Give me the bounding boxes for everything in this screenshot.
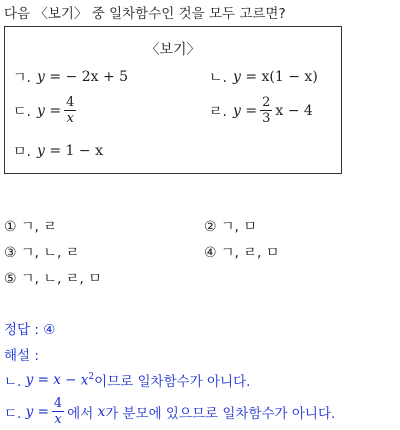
explanation-line-2-prefix: ㄷ.	[4, 405, 22, 422]
fraction-numerator: 4	[53, 396, 63, 411]
bogi-item-e: ㅁ. y = 1 − x	[13, 143, 103, 160]
choice-2[interactable]: ② ㄱ, ㅁ	[204, 219, 257, 235]
fraction-denominator: 3	[262, 111, 271, 126]
bogi-item-b-label: ㄴ.	[209, 70, 227, 86]
choice-3[interactable]: ③ ㄱ, ㄴ, ㄹ	[4, 245, 80, 261]
explanation-line-2-tail2: 가 분모에 있으므로 일차함수가 아니다.	[105, 405, 336, 422]
bogi-item-e-label: ㅁ.	[13, 144, 31, 160]
bogi-item-e-eq: = 1 − x	[49, 143, 103, 159]
bogi-item-d-fraction	[260, 95, 272, 126]
explanation-line-1-prefix: ㄴ.	[4, 374, 22, 390]
bogi-item-c-label: ㄷ.	[13, 103, 31, 120]
bogi-item-d-label: ㄹ.	[209, 103, 227, 120]
explanation-line-2: ㄷ. y = $\frac{4}{x}$ 에서 x 가 분모에 있으므로 일차함수가 아니다.	[4, 396, 336, 427]
bogi-box	[4, 26, 342, 174]
fraction-denominator: x	[66, 111, 74, 126]
bogi-title: 〈보기〉	[145, 42, 201, 58]
bogi-item-a-eq: = − 2x + 5	[49, 69, 129, 85]
answer-label: 정답 : ④	[4, 322, 56, 338]
choice-1[interactable]: ① ㄱ, ㄹ	[4, 219, 57, 235]
explanation-fraction	[52, 396, 64, 427]
bogi-item-c-fraction	[64, 95, 76, 126]
fraction-numerator: 2	[262, 95, 271, 110]
bogi-item-a-label: ㄱ.	[13, 70, 31, 86]
fraction-numerator: 4	[66, 95, 75, 110]
bogi-item-c: ㄷ. y = $\frac{4}{x}$	[13, 95, 75, 126]
bogi-item-b-eq: = x(1 − x)	[245, 69, 318, 85]
bogi-item-d: ㄹ. y = $\frac{2}{3}$ x − 4	[209, 95, 313, 126]
explanation-line-1-tail: 이므로 일차함수가 아니다.	[94, 374, 251, 390]
bogi-item-b: ㄴ. y = x(1 − x)	[209, 69, 318, 86]
explanation-line-2-tail1: 에서	[67, 405, 94, 422]
question-text: 다음 〈보기〉 중 일차함수인 것을 모두 고르면?	[4, 6, 286, 22]
explanation-label: 해설 :	[4, 348, 39, 364]
fraction-denominator: x	[54, 412, 62, 427]
bogi-item-d-rest: x − 4	[275, 102, 313, 119]
choice-4[interactable]: ④ ㄱ, ㄹ, ㅁ	[204, 245, 280, 261]
bogi-item-a: ㄱ. y = − 2x + 5	[13, 69, 129, 86]
choice-5[interactable]: ⑤ ㄱ, ㄴ, ㄹ, ㅁ	[4, 271, 102, 287]
explanation-line-1: ㄴ. y = x − $x^2$ 이므로 일차함수가 아니다.	[4, 371, 251, 390]
